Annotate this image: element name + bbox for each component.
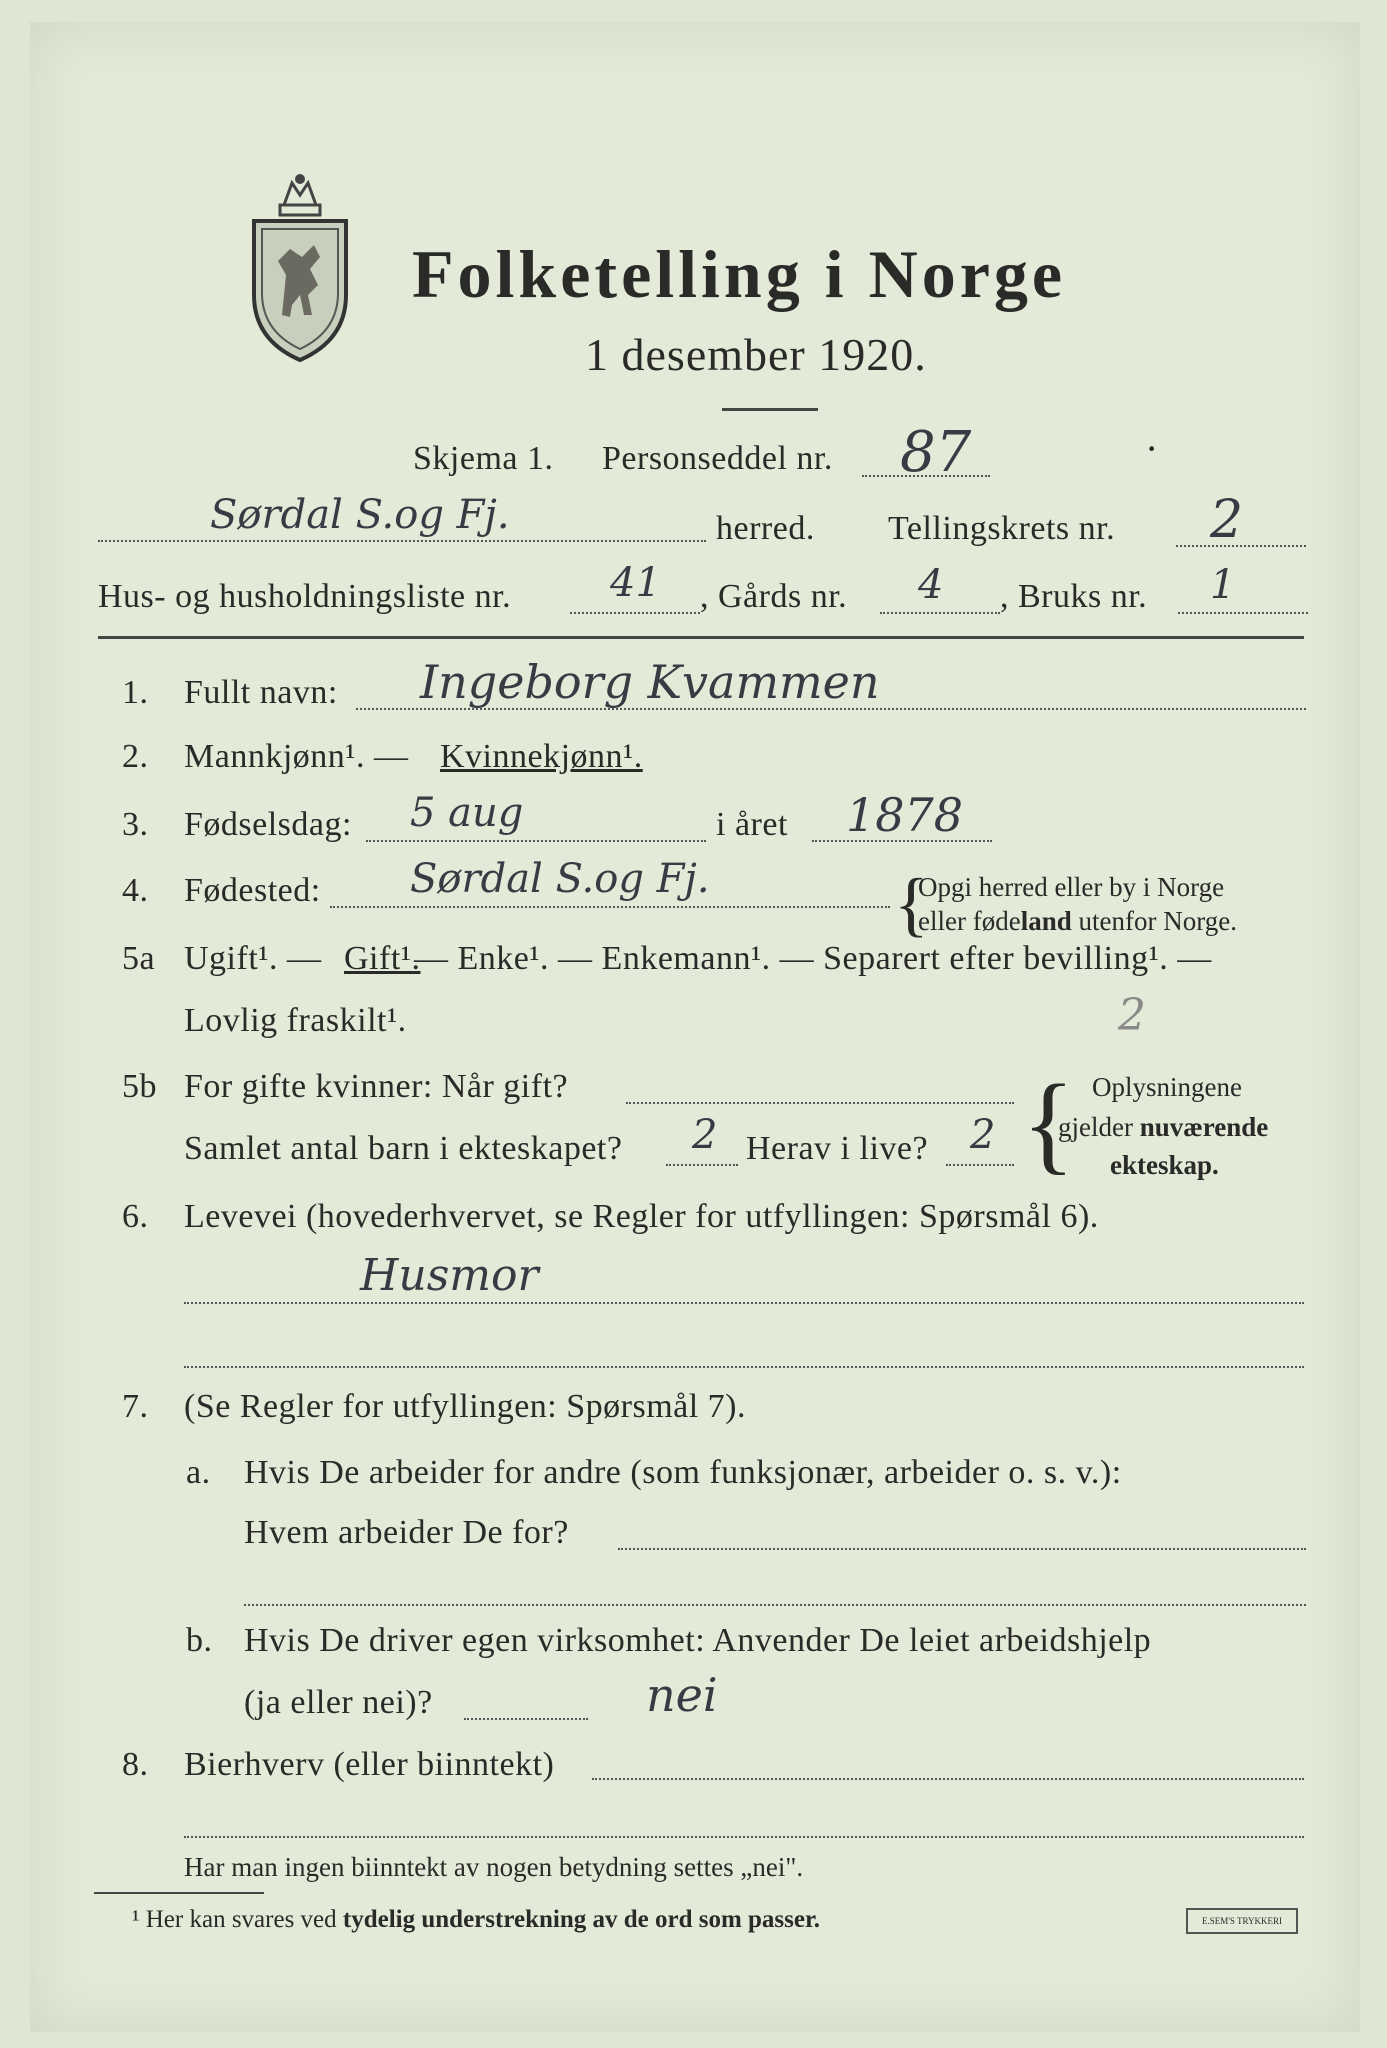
printer-stamp-text: E.SEM'S TRYKKERI: [1202, 1916, 1282, 1926]
status-ugift-option[interactable]: Ugift¹. —: [184, 940, 322, 977]
hus-field[interactable]: [570, 612, 700, 614]
q5b-married-label: For gifte kvinner: Når gift?: [184, 1068, 569, 1105]
q5b-number: 5b: [122, 1068, 157, 1105]
q8-label: Bierhverv (eller biinntekt): [184, 1746, 555, 1783]
q7b-letter: b.: [186, 1622, 213, 1659]
side-income-field-1[interactable]: [592, 1778, 1304, 1780]
q7a-line1: Hvis De arbeider for andre (som funksjonær, arbeider o. s. v.):: [244, 1454, 1122, 1491]
herred-value: Sørdal S.og Fj.: [210, 492, 510, 538]
personseddel-label: Personseddel nr.: [602, 440, 833, 477]
birthplace-value: Sørdal S.og Fj.: [410, 856, 710, 902]
q4-label: Fødested:: [184, 872, 321, 909]
tellingskrets-label: Tellingskrets nr.: [888, 510, 1116, 547]
status-other-options: — Enke¹. — Enkemann¹. — Separert efter bevilling¹. —: [414, 940, 1212, 977]
q6-number: 6.: [122, 1198, 149, 1235]
personseddel-value: 87: [900, 420, 972, 485]
q4-number: 4.: [122, 872, 149, 909]
sex-female-option[interactable]: Kvinnekjønn¹.: [440, 738, 643, 775]
gards-label: , Gårds nr.: [700, 578, 848, 615]
q2-number: 2.: [122, 738, 149, 775]
q3-number: 3.: [122, 806, 149, 843]
children-value: 2: [692, 1112, 718, 1158]
header-divider: [98, 636, 1304, 639]
q7-number: 7.: [122, 1388, 149, 1425]
children-field[interactable]: [666, 1164, 738, 1166]
q6-label: Levevei (hovederhvervet, se Regler for utfyllingen: Spørsmål 6).: [184, 1198, 1099, 1235]
gards-field[interactable]: [880, 612, 1000, 614]
printer-stamp: [1186, 1908, 1298, 1934]
q7b-line1: Hvis De driver egen virksomhet: Anvender De leiet arbeidshjelp: [244, 1622, 1152, 1659]
employer-field-2[interactable]: [244, 1604, 1306, 1606]
tellingskrets-value: 2: [1210, 490, 1244, 550]
q4-note-line2: eller fødeland utenfor Norge.: [918, 906, 1237, 936]
q5b-note-line2: gjelder nuværende: [1058, 1112, 1269, 1142]
birth-year-label: i året: [716, 806, 788, 843]
bruks-label: , Bruks nr.: [1000, 578, 1148, 615]
q3-label: Fødselsdag:: [184, 806, 352, 843]
hus-value: 41: [610, 560, 661, 606]
footer-note: Har man ingen biinntekt av nogen betydning settes „nei".: [184, 1852, 804, 1882]
q5b-note-brace: {: [1022, 1062, 1075, 1184]
margin-mark: 2: [1118, 990, 1146, 1041]
q4-note-brace: {: [894, 864, 929, 944]
q7-label: (Se Regler for utfyllingen: Spørsmål 7).: [184, 1388, 747, 1425]
status-gift-option[interactable]: Gift¹.: [344, 940, 421, 977]
alive-field[interactable]: [946, 1164, 1014, 1166]
full-name-value: Ingeborg Kvammen: [420, 655, 880, 709]
stray-dot: ·: [1145, 426, 1159, 471]
q1-number: 1.: [122, 674, 149, 711]
birthday-field[interactable]: [366, 840, 706, 842]
coat-of-arms-icon: [240, 165, 360, 370]
title-rule: [722, 408, 818, 411]
bruks-field[interactable]: [1178, 612, 1308, 614]
q5b-alive-label: Herav i live?: [746, 1130, 929, 1167]
q7a-letter: a.: [186, 1454, 211, 1491]
q8-number: 8.: [122, 1746, 149, 1783]
hired-help-value: nei: [646, 1668, 718, 1722]
herred-field[interactable]: [98, 540, 706, 542]
employer-field-1[interactable]: [618, 1548, 1306, 1550]
schema-label: Skjema 1.: [413, 440, 554, 477]
q5a-number: 5a: [122, 940, 156, 977]
birth-year-value: 1878: [846, 788, 964, 842]
footnote-rule: [94, 1892, 264, 1894]
sex-male-option[interactable]: Mannkjønn¹. —: [184, 738, 409, 775]
q1-label: Fullt navn:: [184, 674, 338, 711]
q7a-line2: Hvem arbeider De for?: [244, 1514, 569, 1551]
alive-value: 2: [970, 1112, 996, 1158]
q5b-children-label: Samlet antal barn i ekteskapet?: [184, 1130, 623, 1167]
herred-label: herred.: [716, 510, 815, 547]
q5b-note-line3: ekteskap.: [1110, 1150, 1219, 1180]
q7b-line2: (ja eller nei)?: [244, 1684, 433, 1721]
occupation-field-2[interactable]: [184, 1366, 1304, 1368]
q5b-note-line1: Oplysningene: [1092, 1072, 1242, 1102]
hired-help-field[interactable]: [464, 1718, 588, 1720]
census-date: 1 desember 1920.: [585, 329, 927, 380]
side-income-field-2[interactable]: [184, 1836, 1304, 1838]
birthday-value: 5 aug: [410, 790, 524, 836]
status-fraskilt-option[interactable]: Lovlig fraskilt¹.: [184, 1002, 407, 1039]
married-when-field[interactable]: [626, 1102, 1014, 1104]
occupation-field-1[interactable]: [184, 1302, 1304, 1304]
hus-label: Hus- og husholdningsliste nr.: [98, 578, 512, 615]
occupation-value: Husmor: [360, 1250, 539, 1301]
gards-value: 4: [918, 562, 944, 608]
bruks-value: 1: [1210, 562, 1236, 608]
birthplace-field[interactable]: [330, 906, 890, 908]
footnote: ¹ Her kan svares ved tydelig understrekning av de ord som passer.: [132, 1906, 821, 1933]
q4-note-line1: Opgi herred eller by i Norge: [918, 872, 1225, 902]
form-title: Folketelling i Norge: [412, 236, 1067, 312]
